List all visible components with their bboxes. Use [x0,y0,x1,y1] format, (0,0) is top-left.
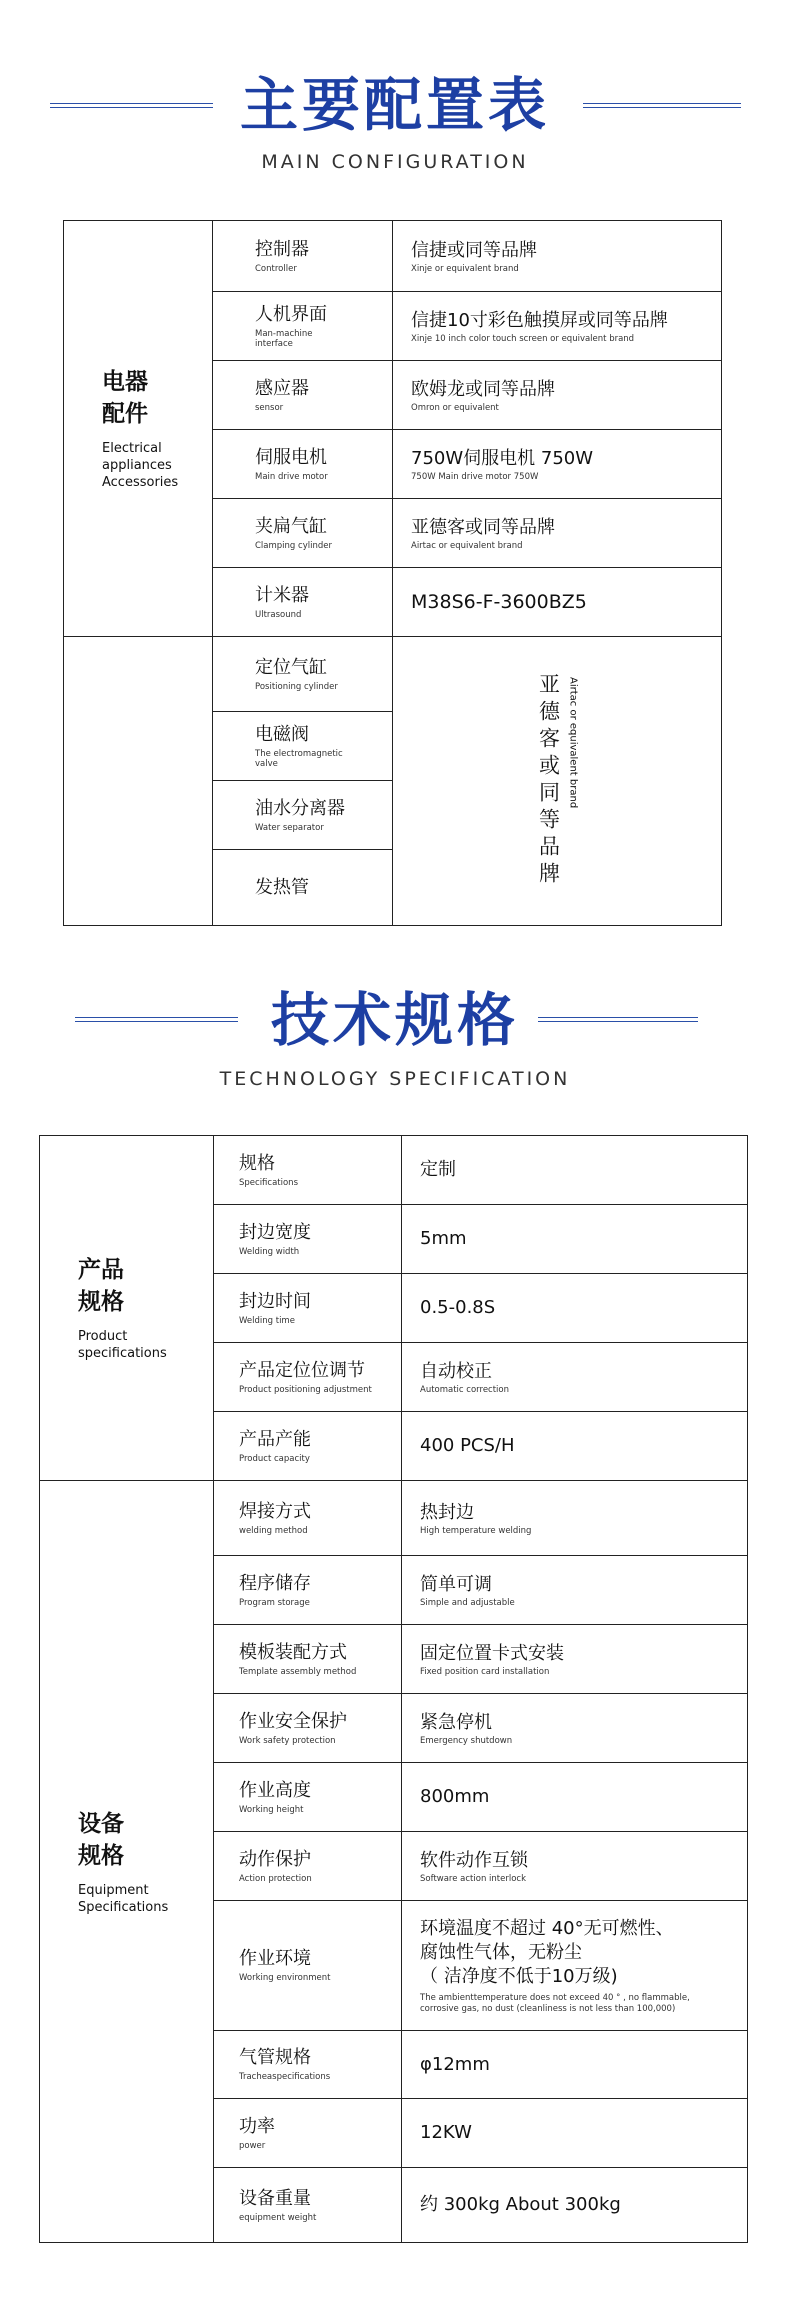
item-name: 控制器 [255,238,309,260]
item-name: 封边时间 [239,1290,311,1312]
item-name-cell [214,1205,402,1274]
item-name-cell [214,1412,402,1481]
item-value: 约 300kg About 300kg [420,2194,621,2215]
item-value-cell [402,1901,748,2031]
item-name: 发热管 [255,876,309,898]
item-name-cell [213,850,393,926]
item-name: 产品定位位调节 [239,1359,365,1381]
item-name-cell [214,1625,402,1694]
item-name-cell [214,2031,402,2099]
item-name-cell [213,221,393,292]
section-subtitle-technology-specification: TECHNOLOGY SPECIFICATION [219,1068,571,1090]
item-name-en: power [239,2140,266,2151]
item-name-en: Specifications [239,1177,299,1188]
item-name-cell [213,292,393,361]
item-value: 12KW [420,2122,472,2143]
technology-specification-table [39,1135,748,2243]
merged-value [393,673,721,889]
item-name-en: Water separator [255,822,324,833]
item-value-en: Simple and adjustable [420,1597,515,1608]
category-title: 规格 [78,1842,124,1869]
item-name: 程序储存 [239,1572,311,1594]
item-name-cell [214,1136,402,1205]
item-name-en: sensor [255,402,284,413]
item-name: 模板装配方式 [239,1641,347,1663]
item-value: 定制 [420,1159,456,1180]
item-name: 气管规格 [239,2047,311,2068]
item-name: 夹扁气缸 [255,515,327,537]
item-name: 作业环境 [239,1948,311,1969]
item-name-en: Work safety protection [239,1735,336,1746]
category-subtitle-line: appliances [102,458,172,473]
item-value-cell [402,1481,748,1556]
table-row [64,221,722,292]
item-name: 感应器 [255,377,309,399]
item-name-en: equipment weight [239,2212,317,2223]
merged-value-en: Airtac or equivalent brand [567,677,579,809]
item-value-en: Airtac or equivalent brand [411,540,523,551]
section-subtitle-main-configuration: MAIN CONFIGURATION [261,151,529,173]
item-value-cell [402,1205,748,1274]
category-title: 规格 [78,1289,124,1315]
category-cell-product [40,1136,214,1481]
category-title: 设备 [78,1810,124,1837]
item-value: 欧姆龙或同等品牌 [411,378,555,400]
item-value-cell [402,1274,748,1343]
item-value-en: Software action interlock [420,1873,527,1884]
item-value-cell [402,2031,748,2099]
item-name: 设备重量 [239,2187,311,2209]
table-row [40,1481,748,1556]
item-value-cell [402,2099,748,2168]
item-name-cell [213,430,393,499]
item-name-cell [214,1694,402,1763]
item-name-en: Ultrasound [255,609,302,620]
category-subtitle-line: Electrical [102,441,162,456]
item-value-line: 腐蚀性气体，无粉尘 [420,1942,582,1963]
item-value: 软件动作互锁 [420,1849,528,1871]
item-name: 作业高度 [239,1779,311,1801]
item-name-cell [213,361,393,430]
item-name: 伺服电机 [255,446,327,468]
item-value-cell [393,499,722,568]
item-name-en: Product capacity [239,1453,310,1464]
item-value-en: High temperature welding [420,1525,532,1536]
item-name-en: Working environment [239,1973,331,1983]
table-row [40,1136,748,1205]
category-cell-empty [64,637,213,926]
item-name-en: Tracheaspecifications [239,2072,331,2082]
item-name-en: Program storage [239,1597,310,1608]
category-subtitle-line: Accessories [102,475,179,490]
item-name-en: Clamping cylinder [255,540,332,551]
item-value-cell [402,1556,748,1625]
item-value: 信捷或同等品牌 [411,239,537,261]
section-title-technology-specification: 技术规格 [270,986,519,1054]
item-name: 产品产能 [239,1428,311,1450]
item-value-cell [402,1763,748,1832]
item-name-en: Welding time [239,1315,295,1326]
item-name-en: Product positioning adjustment [239,1384,372,1395]
item-value-en: Xinje 10 inch color touch screen or equivalent brand [411,333,635,344]
item-name-cell [214,1556,402,1625]
item-value-line: 环境温度不超过 40°无可燃性、 [420,1918,674,1939]
item-value: M38S6-F-3600BZ5 [411,591,587,613]
item-value-en: Xinje or equivalent brand [411,263,519,274]
item-value: 简单可调 [420,1573,492,1595]
item-name-cell [214,2099,402,2168]
category-title: 配件 [102,401,148,427]
category-title: 电器 [102,369,148,395]
item-value-en: Emergency shutdown [420,1735,513,1746]
item-value: φ12mm [420,2053,490,2075]
item-value-cell [402,1625,748,1694]
category-subtitle [78,1328,213,1362]
item-name-en: welding method [239,1525,308,1536]
item-name-en: Controller [255,263,297,274]
item-value-cell [393,361,722,430]
item-name: 动作保护 [239,1848,311,1870]
item-value-en-line: corrosive gas, no dust (cleanliness is not less than 100,000) [420,2004,676,2014]
item-value-en: 750W Main drive motor 750W [411,471,539,482]
item-name-cell [214,1832,402,1901]
item-value-cell [402,2168,748,2243]
category-title: 产品 [78,1257,124,1283]
main-configuration-table [63,220,722,926]
item-name-cell [213,499,393,568]
item-name-en: Main drive motor [255,471,328,482]
item-name-cell [213,712,393,781]
item-name: 计米器 [255,584,309,606]
item-name-cell [214,2168,402,2243]
item-name-cell [214,1901,402,2031]
item-value-cell [402,1343,748,1412]
item-name-cell [213,781,393,850]
item-value: 热封边 [420,1501,474,1523]
item-name-en: The electromagnetic valve [255,748,343,769]
category-cell-equipment [40,1481,214,2243]
section-title-main-configuration: 主要配置表 [239,71,550,139]
item-value-cell [402,1694,748,1763]
item-value: 750W伺服电机 750W [411,447,594,469]
item-value-en: Omron or equivalent [411,402,499,413]
item-value: 800mm [420,1786,490,1807]
item-value: 信捷10寸彩色触摸屏或同等品牌 [411,309,668,331]
item-name: 功率 [239,2115,275,2137]
item-name-en: Template assembly method [239,1666,357,1677]
category-subtitle-line: Product [78,1329,128,1344]
item-name-cell [214,1481,402,1556]
item-value: 自动校正 [420,1360,492,1382]
item-value-cell [393,221,722,292]
item-value-cell [402,1832,748,1901]
item-name-en: Welding width [239,1246,300,1257]
item-name-cell [214,1763,402,1832]
item-name-en: Man-machine interface [255,328,313,349]
item-name: 定位气缸 [255,656,327,678]
item-name-en: Working height [239,1804,304,1815]
item-value-line: （ 洁净度不低于10万级) [420,1966,618,1987]
merged-value-cell [393,637,722,926]
item-name-cell [213,637,393,712]
item-name: 焊接方式 [239,1500,311,1522]
item-value: 固定位置卡式安装 [420,1642,564,1664]
item-name: 规格 [239,1152,275,1174]
item-value-en: Automatic correction [420,1384,510,1395]
item-name-en: Positioning cylinder [255,681,338,692]
item-value-cell [393,430,722,499]
item-value-cell [402,1136,748,1205]
category-subtitle [102,440,212,491]
item-name-cell [214,1274,402,1343]
item-value: 5mm [420,1228,467,1249]
item-value: 400 PCS/H [420,1435,515,1456]
merged-value-cn: 亚德客或同等品牌 [536,673,561,889]
item-value: 亚德客或同等品牌 [411,516,555,538]
item-value-en: Fixed position card installation [420,1666,550,1677]
item-name: 油水分离器 [255,797,345,819]
category-subtitle-line: Specifications [78,1899,169,1915]
category-subtitle-line: specifications [78,1346,167,1361]
category-subtitle-line: Equipment [78,1882,149,1898]
item-name: 人机界面 [255,303,327,325]
item-name: 封边宽度 [239,1221,311,1243]
item-value-cell [393,568,722,637]
item-value: 0.5-0.8S [420,1297,496,1318]
item-name: 电磁阀 [255,723,309,745]
item-name-cell [214,1343,402,1412]
category-subtitle [78,1882,213,1916]
item-name-cell [213,568,393,637]
item-value-cell [393,292,722,361]
category-cell-electrical [64,221,213,637]
item-name: 作业安全保护 [239,1710,347,1732]
item-value-cell [402,1412,748,1481]
item-name-en: Action protection [239,1873,312,1884]
item-value: 紧急停机 [420,1711,492,1733]
table-row [64,637,722,712]
item-value-en-line: The ambienttemperature does not exceed 40 ° , no flammable, [420,1993,690,2003]
